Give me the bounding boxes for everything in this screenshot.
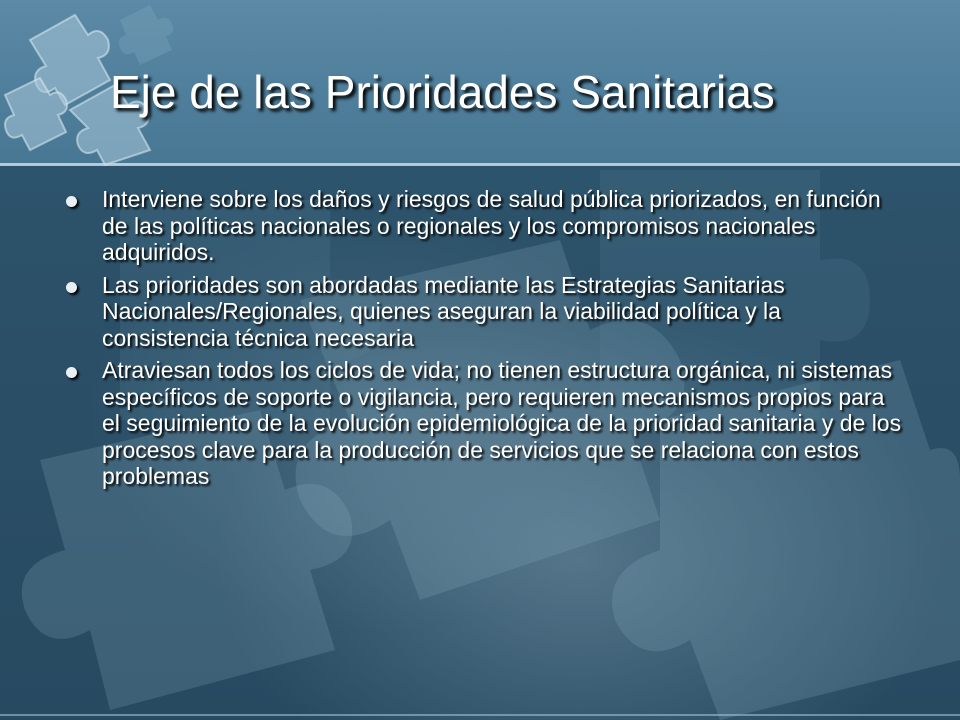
round-bullet-icon [66, 367, 77, 378]
bullet-text: Interviene sobre los daños y riesgos de salud pública priorizados, en función de las políticas nacionales o regionales y los compromisos nacionales adquiridos. [102, 186, 881, 265]
bullet-text: Las prioridades son abordadas mediante las Estrategias Sanitarias Nacionales/Regionales, quienes aseguran la viabilidad política y la consistencia técnica necesaria [102, 271, 785, 351]
bullet-text: Atraviesan todos los ciclos de vida; no tienen estructura orgánica, ni sistemas específicos de soporte o vigilancia, pero requieren mecanismos propios para el seguimiento de la evolución epidemiológica de la prioridad sanitaria y de los procesos clave para la producción de servicios que se relaciona con estos problemas [102, 357, 902, 489]
round-bullet-icon [66, 196, 77, 207]
bullet-item [62, 357, 902, 490]
bullet-item [62, 186, 902, 266]
bullet-item [62, 272, 902, 352]
slide-title: Eje de las Prioridades Sanitarias [110, 66, 775, 118]
footer-divider [0, 714, 960, 716]
bullet-list [62, 186, 902, 496]
round-bullet-icon [66, 282, 77, 293]
header-divider [0, 163, 960, 166]
